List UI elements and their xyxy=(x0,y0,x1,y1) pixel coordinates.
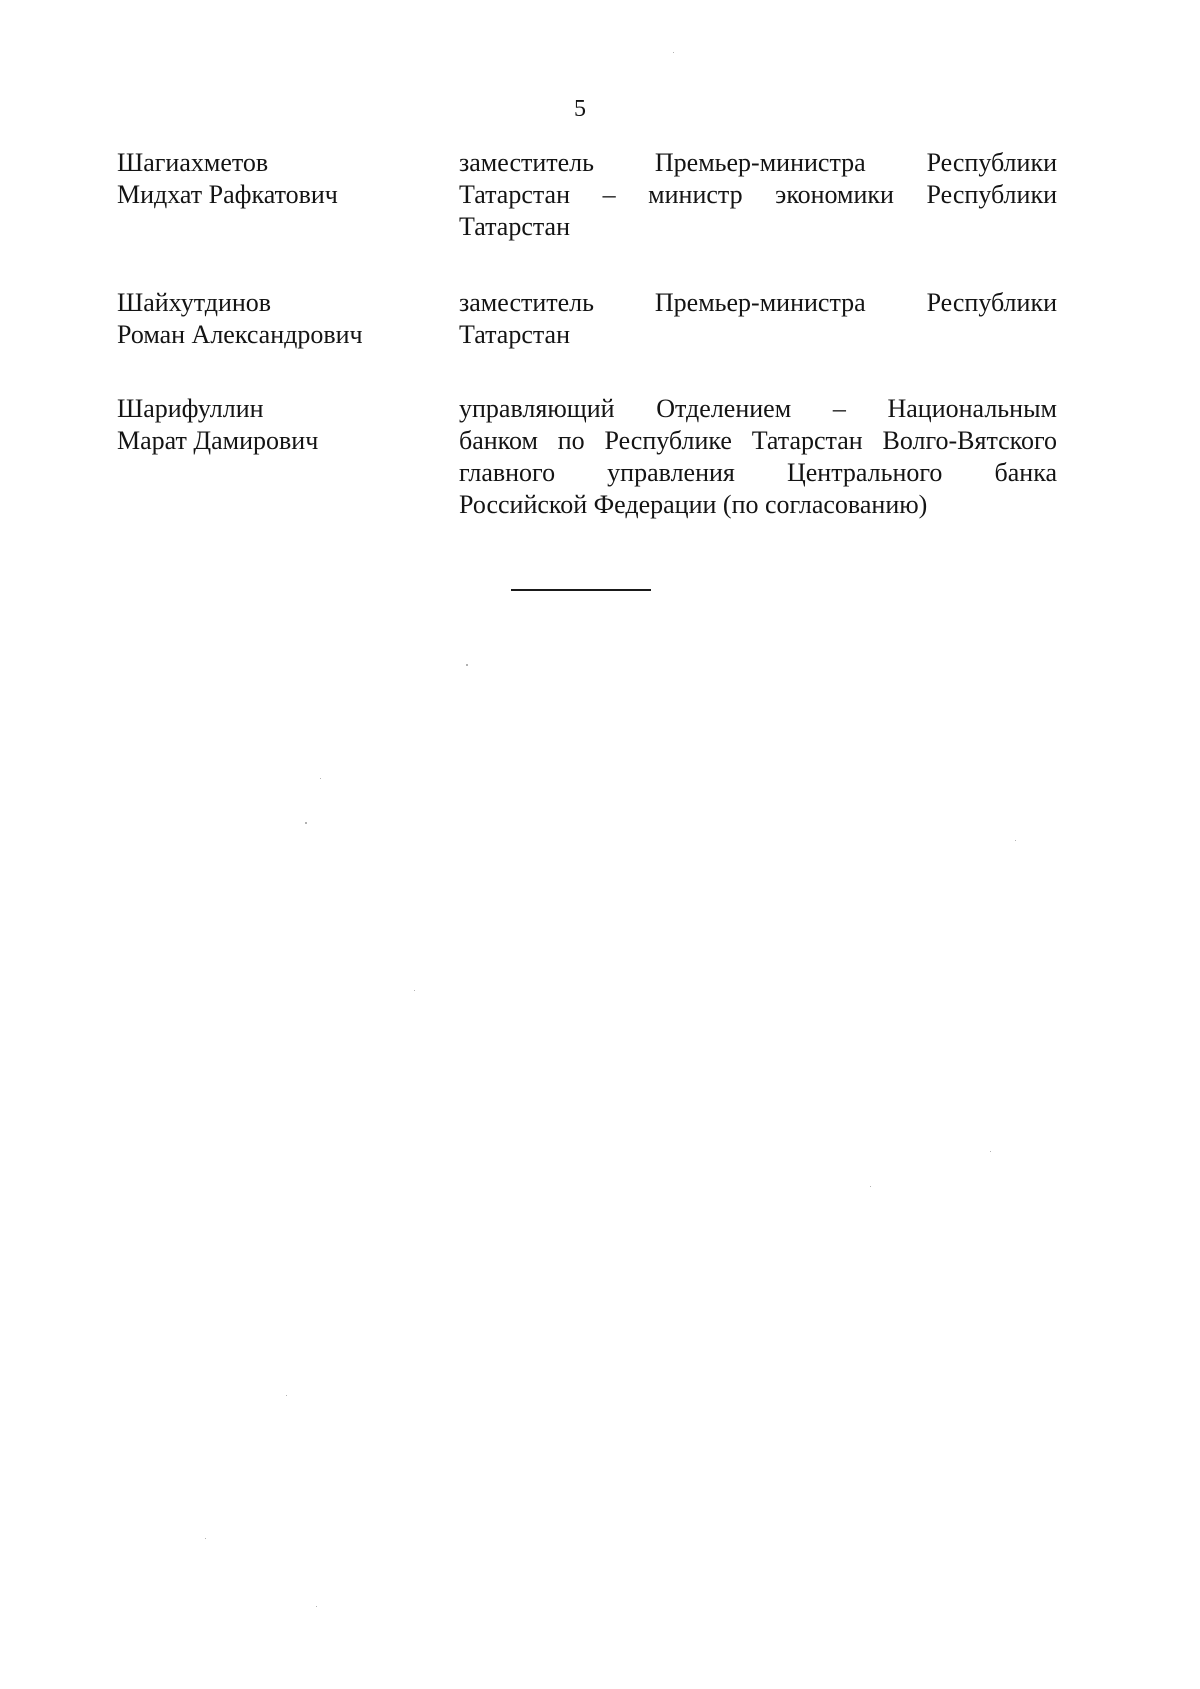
member-surname: Шагиахметов xyxy=(117,148,269,177)
scan-speck xyxy=(305,822,307,824)
scan-speck xyxy=(990,1151,991,1152)
scan-speck xyxy=(1015,840,1016,841)
position-line: Татарстан xyxy=(459,320,570,349)
scan-speck xyxy=(316,1606,317,1607)
member-position xyxy=(459,393,1057,521)
member-surname: Шайхутдинов xyxy=(117,288,272,317)
scan-speck xyxy=(320,778,321,779)
member-given-names: Мидхат Рафкатович xyxy=(117,180,338,209)
position-line: банком по Республике Татарстан Волго-Вятского xyxy=(459,426,1057,455)
scan-speck xyxy=(286,1395,287,1396)
position-line: Татарстан xyxy=(459,212,570,241)
position-line: Российской Федерации (по согласованию) xyxy=(459,490,928,519)
member-position xyxy=(459,147,1057,243)
member-position xyxy=(459,287,1057,351)
member-name xyxy=(117,393,437,457)
page-number: 5 xyxy=(574,96,586,122)
member-name xyxy=(117,147,437,211)
scan-speck xyxy=(673,52,674,53)
position-line: управляющий Отделением – Национальным xyxy=(459,394,1057,423)
scan-speck xyxy=(205,1538,206,1539)
position-line: Татарстан – министр экономики Республики xyxy=(459,180,1057,209)
scan-speck xyxy=(466,664,468,666)
member-given-names: Марат Дамирович xyxy=(117,426,319,455)
position-line: заместитель Премьер-министра Республики xyxy=(459,148,1057,177)
position-line: главного управления Центрального банка xyxy=(459,458,1057,487)
member-name xyxy=(117,287,437,351)
position-line: заместитель Премьер-министра Республики xyxy=(459,288,1057,317)
scan-speck xyxy=(414,990,415,991)
member-given-names: Роман Александрович xyxy=(117,320,363,349)
member-surname: Шарифуллин xyxy=(117,394,264,423)
scan-speck xyxy=(870,1186,871,1187)
end-of-list-rule xyxy=(511,589,651,591)
